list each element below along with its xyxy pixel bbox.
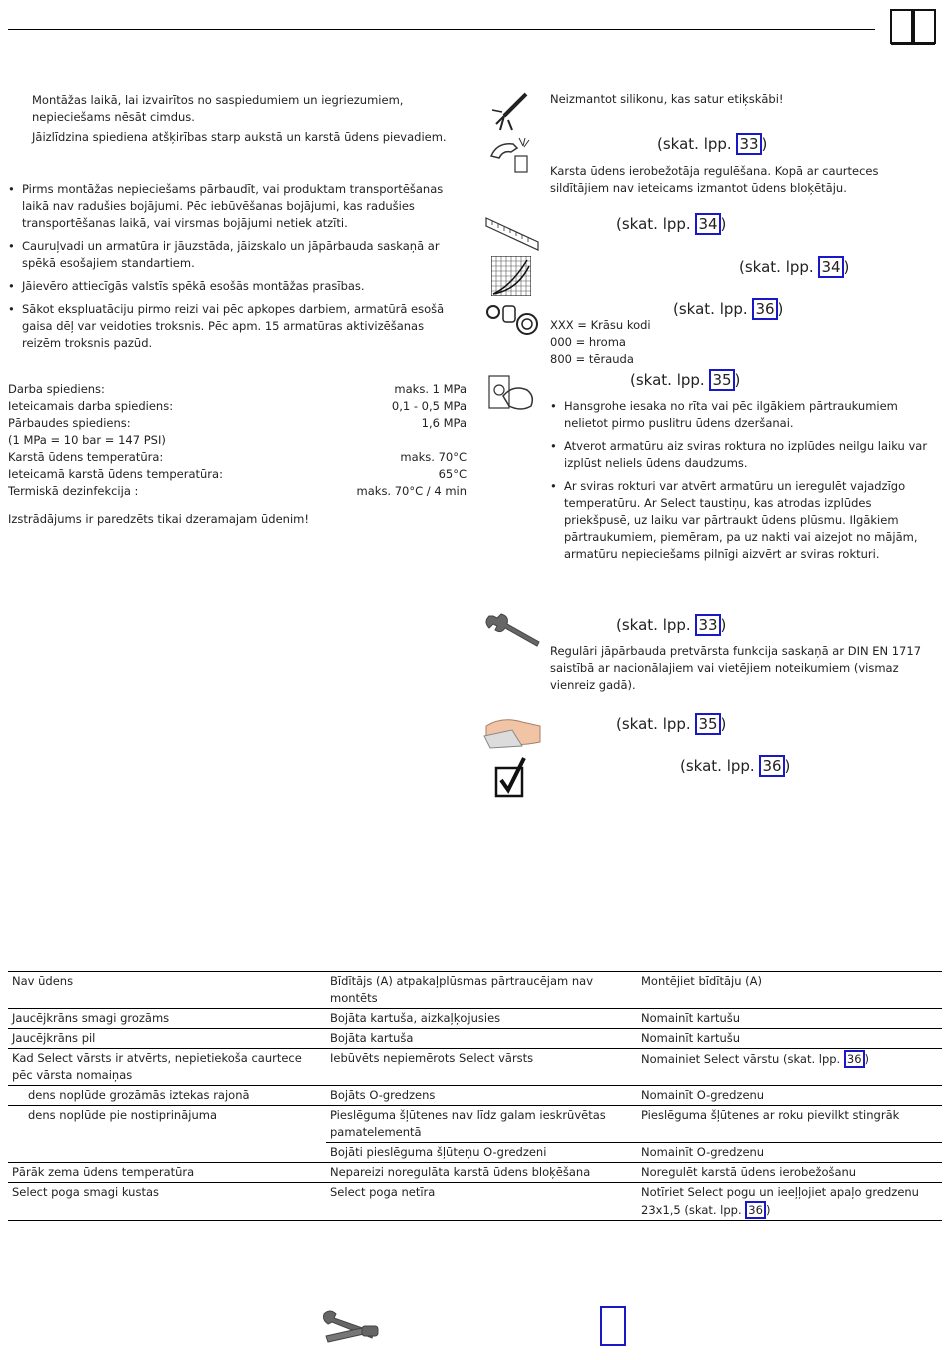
cause-cell: Iebūvēts nepiemērots Select vārsts bbox=[326, 1049, 637, 1086]
problem-cell: Jaucējkrāns smagi grozāms bbox=[8, 1009, 326, 1029]
spec-row bbox=[8, 432, 467, 449]
remedy-cell: Nomainiet Select vārstu (skat. lpp. 36 ) bbox=[637, 1049, 942, 1086]
color-code-line: 800 = tērauda bbox=[550, 352, 634, 366]
drinking-water-note: Izstrādājums ir paredzēts tikai dzeramajam ūdenim! bbox=[8, 512, 309, 526]
spec-row bbox=[8, 466, 467, 483]
spec-value: 0,1 - 0,5 MPa bbox=[391, 399, 467, 413]
cause-cell: Pieslēguma šļūtenes nav līdz galam ieskrūvētas pamatelementā bbox=[326, 1106, 637, 1143]
page-link[interactable]: 33 bbox=[695, 614, 720, 636]
cause-cell: Bojāti pieslēguma šļūteņu O-gredzeni bbox=[326, 1143, 637, 1163]
spec-value: maks. 70°C / 4 min bbox=[356, 484, 467, 498]
ruler-icon bbox=[484, 216, 540, 252]
cause-cell: Select poga netīra bbox=[326, 1183, 637, 1221]
table-row bbox=[8, 972, 942, 1009]
table-row bbox=[8, 1029, 942, 1049]
table-row bbox=[8, 1086, 942, 1106]
table-row bbox=[8, 1106, 942, 1143]
page-reference: (skat. lpp. 33 ) bbox=[657, 135, 768, 153]
silicone-note: Neizmantot silikonu, kas satur etiķskābi! bbox=[550, 92, 784, 106]
spec-label: Pārbaudes spiediens: bbox=[8, 416, 131, 430]
remedy-cell: Notīriet Select pogu un ieeļļojiet apaļo gredzenu 23x1,5 (skat. lpp. 36 ) bbox=[637, 1183, 942, 1221]
page-link[interactable]: 35 bbox=[709, 369, 734, 391]
cause-cell: Bojāta kartuša bbox=[326, 1029, 637, 1049]
remedy-cell: Noregulēt karstā ūdens ierobežošanu bbox=[637, 1163, 942, 1183]
hot-water-note: Karsta ūdens ierobežotāja regulēšana. Kopā ar caurteces sildītājiem nav ieteicams izmantot ūdens bloķētāju. bbox=[550, 164, 879, 195]
spec-row bbox=[8, 449, 467, 466]
spec-row bbox=[8, 483, 467, 500]
remedy-cell: Pieslēguma šļūtenes ar roku pievilkt stingrāk bbox=[637, 1106, 942, 1143]
remedy-cell: Nomainīt kartušu bbox=[637, 1029, 942, 1049]
usage-note: • Atverot armatūru aiz sviras roktura no izplūdes neilgu laiku var izplūst neliels ūdens daudzums. bbox=[550, 438, 940, 472]
troubleshooting-table bbox=[8, 971, 942, 1221]
spec-value: 65°C bbox=[438, 467, 467, 481]
problem-cell: Jaucējkrāns pil bbox=[8, 1029, 326, 1049]
remedy-cell: Montējiet bīdītāju (A) bbox=[637, 972, 942, 1009]
installation-note: • Cauruļvadi un armatūra ir jāuzstāda, jāizskalo un jāpārbauda saskaņā ar spēkā esošajiem standartiem. bbox=[8, 238, 463, 272]
page-reference: (skat. lpp. 36 ) bbox=[680, 757, 791, 775]
safety-note-gloves: Montāžas laikā, lai izvairītos no saspiedumiem un iegriezumiem, nepieciešams nēsāt cimdus. bbox=[32, 93, 404, 124]
hand-operate-icon bbox=[487, 374, 537, 412]
installation-note: • Jāievēro attiecīgās valstīs spēkā esošās montāžas prasības. bbox=[8, 278, 463, 295]
usage-notes bbox=[550, 398, 940, 569]
page-reference: (skat. lpp. 35 ) bbox=[630, 371, 741, 389]
problem-cell: dens noplūde pie nostiprinājuma bbox=[8, 1106, 326, 1143]
table-row bbox=[8, 1049, 942, 1086]
silicone-gun-icon bbox=[490, 90, 530, 132]
usage-note: • Hansgrohe iesaka no rīta vai pēc ilgākiem pārtraukumiem nelietot pirmo puslitru ūdens dzeršanai. bbox=[550, 398, 940, 432]
spec-label: Ieteicamā karstā ūdens temperatūra: bbox=[8, 467, 223, 481]
problem-cell: Select poga smagi kustas bbox=[8, 1183, 326, 1221]
page-link[interactable]: 36 bbox=[752, 298, 777, 320]
table-row bbox=[8, 1163, 942, 1183]
table-row bbox=[8, 1009, 942, 1029]
page-link[interactable]: 36 bbox=[745, 1201, 766, 1219]
page-reference: (skat. lpp. 35 ) bbox=[616, 715, 727, 733]
remedy-cell: Nomainīt kartušu bbox=[637, 1009, 942, 1029]
page-reference: (skat. lpp. 34 ) bbox=[616, 215, 727, 233]
spec-label: (1 MPa = 10 bar = 147 PSI) bbox=[8, 433, 166, 447]
spec-row bbox=[8, 415, 467, 432]
problem-cell: Nav ūdens bbox=[8, 972, 326, 1009]
table-row bbox=[8, 1183, 942, 1221]
spec-label: Darba spiediens: bbox=[8, 382, 105, 396]
spec-label: Ieteicamais darba spiediens: bbox=[8, 399, 174, 413]
remedy-cell: Nomainīt O-gredzenu bbox=[637, 1086, 942, 1106]
page-link[interactable]: 35 bbox=[695, 713, 720, 735]
flow-diagram-icon bbox=[491, 256, 531, 296]
spec-label: Termiskā dezinfekcija : bbox=[8, 484, 139, 498]
problem-cell: Pārāk zema ūdens temperatūra bbox=[8, 1163, 326, 1183]
cause-cell: Nepareizi noregulāta karstā ūdens bloķēšana bbox=[326, 1163, 637, 1183]
spec-value: maks. 70°C bbox=[400, 450, 467, 464]
usage-note: • Ar sviras rokturi var atvērt armatūru un ieregulēt vajadzīgo temperatūru. Ar Select taustiņu, kas atrodas izplūdes priekšpusē, uz laiku var pārtraukt ūdens plūsmu. Ilgākiem pārtraukumiem, piemēram, pa uz nakti vai aizejot no mājām, armatūru nepieciešams pilnīgi aizvērt ar sviras rokturi. bbox=[550, 478, 940, 563]
page-link[interactable]: 33 bbox=[736, 133, 761, 155]
hand-cloth-icon bbox=[482, 712, 542, 750]
problem-cell: dens noplūde grozāmās iztekas rajonā bbox=[8, 1086, 326, 1106]
maintenance-note: Regulāri jāpārbauda pretvārsta funkcija saskaņā ar DIN EN 1717 saistībā ar nacionālajiem vai vietējiem noteikumiem (vismaz vienreiz gadā). bbox=[550, 644, 922, 692]
installation-notes bbox=[8, 181, 463, 358]
technical-specs bbox=[8, 381, 467, 500]
tools-icon bbox=[322, 1306, 380, 1348]
color-code-line: XXX = Krāsu kodi bbox=[550, 318, 651, 332]
spec-value: 1,6 MPa bbox=[421, 416, 467, 430]
page-link[interactable]: 36 bbox=[759, 755, 784, 777]
spec-label: Karstā ūdens temperatūra: bbox=[8, 450, 164, 464]
cause-cell: Bojāts O-gredzens bbox=[326, 1086, 637, 1106]
cause-cell: Bojāta kartuša, aizkaļķojusies bbox=[326, 1009, 637, 1029]
header-rule bbox=[8, 29, 875, 30]
table-row bbox=[8, 1143, 942, 1163]
page-link[interactable]: 36 bbox=[844, 1050, 865, 1068]
page-reference: (skat. lpp. 33 ) bbox=[616, 616, 727, 634]
spec-row bbox=[8, 398, 467, 415]
page-link[interactable]: 34 bbox=[695, 213, 720, 235]
hand-thermometer-icon bbox=[487, 134, 535, 174]
installation-note: • Sākot ekspluatāciju pirmo reizi vai pēc apkopes darbiem, armatūrā esošā gaisa dēļ var veidoties troksnis. Pēc apm. 15 armatūras aktivizēšanas reizēm troksnis pazūd. bbox=[8, 301, 463, 352]
page-reference: (skat. lpp. 36 ) bbox=[673, 300, 784, 318]
book-icon bbox=[889, 8, 937, 46]
checkmark-icon bbox=[494, 756, 528, 798]
page-box-icon bbox=[600, 1306, 626, 1346]
cause-cell: Bīdītājs (A) atpakaļplūsmas pārtraucējam nav montēts bbox=[326, 972, 637, 1009]
cartridge-parts-icon bbox=[485, 300, 540, 338]
color-codes bbox=[550, 317, 651, 368]
spec-row bbox=[8, 381, 467, 398]
remedy-cell: Nomainīt O-gredzenu bbox=[637, 1143, 942, 1163]
problem-cell bbox=[8, 1143, 326, 1163]
page-reference: (skat. lpp. 34 ) bbox=[739, 258, 850, 276]
page-link[interactable]: 34 bbox=[818, 256, 843, 278]
safety-note-pressure: Jāizlīdzina spiediena atšķirības starp aukstā un karstā ūdens pievadiem. bbox=[32, 130, 447, 144]
wrench-icon bbox=[483, 612, 541, 652]
installation-note: • Pirms montāžas nepieciešams pārbaudīt, vai produktam transportēšanas laikā nav radušies bojājumi. Pēc iebūvēšanas bojājumi, kas radušies transportēšanas laikā, vai virsmas bojājumi netiek atzīti. bbox=[8, 181, 463, 232]
color-code-line: 000 = hroma bbox=[550, 335, 626, 349]
problem-cell: Kad Select vārsts ir atvērts, nepietiekoša caurtece pēc vārsta nomaiņas bbox=[8, 1049, 326, 1086]
spec-value: maks. 1 MPa bbox=[394, 382, 467, 396]
